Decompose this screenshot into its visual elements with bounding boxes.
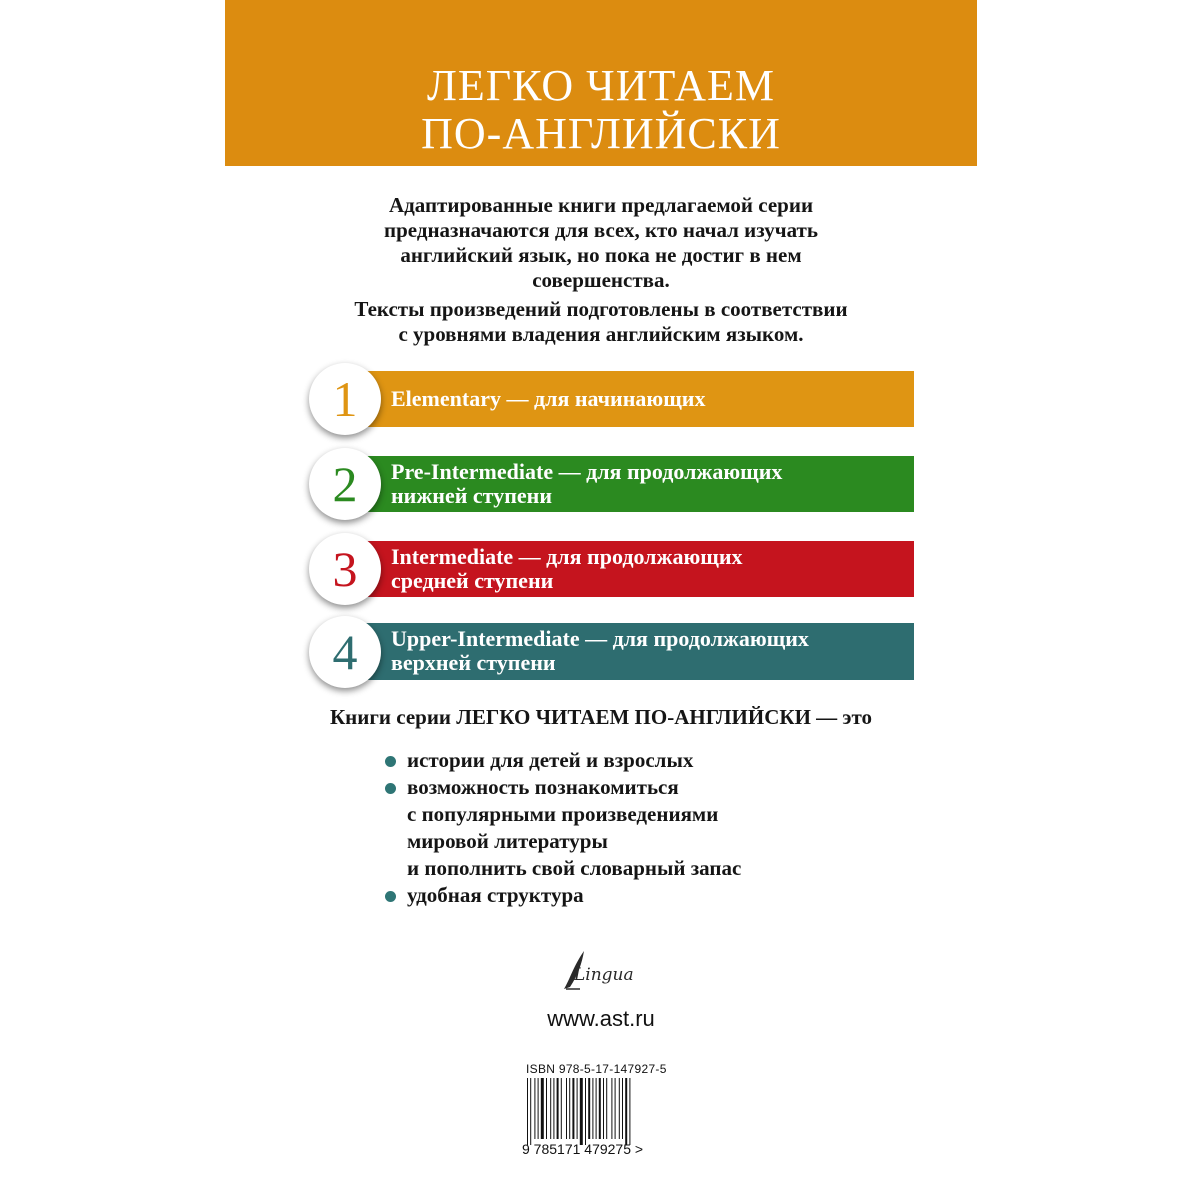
series-description: Книги серии ЛЕГКО ЧИТАЕМ ПО-АНГЛИЙСКИ — это [329,705,873,729]
level-4-badge [309,616,381,688]
intro-paragraph-2 [225,297,977,347]
level-1-text [391,387,705,411]
level-1-bar [355,371,914,427]
bullet-icon [385,756,396,767]
intro-line: английский язык, но пока не достиг в нем [400,243,802,267]
level-2-line-2: нижней ступени [391,483,552,508]
feature-line: возможность познакомиться [407,775,679,799]
level-3-badge [309,533,381,605]
level-4-text [391,627,809,675]
barcode-digits: 9 785171 479275 > [522,1141,644,1157]
level-2-line-1: Pre-Intermediate — для продолжающих [391,459,783,484]
level-2-text [391,460,782,508]
level-3-text [391,545,743,593]
lingua-logo [560,945,650,995]
feature-line: и пополнить свой словарный запас [407,856,742,880]
bullet-icon [385,891,396,902]
series-title [225,62,977,158]
level-4-line-1: Upper-Intermediate — для продолжающих [391,626,809,651]
intro-paragraph-1 [225,193,977,293]
intro-line: Адаптированные книги предлагаемой серии [388,193,814,217]
level-3-number: 3 [332,541,358,597]
level-3-line-2: средней ступени [391,568,554,593]
intro-line: совершенства. [532,268,670,292]
logo-text: Lingua [574,965,634,985]
feature-line: мировой литературы [407,829,608,853]
level-1-number: 1 [332,371,358,427]
feature-line: истории для детей и взрослых [407,748,694,772]
level-3-line-1: Intermediate — для продолжающих [391,544,743,569]
series-title-line-1: ЛЕГКО ЧИТАЕМ [426,61,775,110]
level-3-bar [355,541,914,597]
feature-item [385,882,905,909]
isbn: ISBN 978-5-17-147927-5 [526,1062,667,1076]
level-2-number: 2 [332,456,358,512]
level-4-line-2: верхней ступени [391,650,556,675]
series-title-line-2: ПО-АНГЛИЙСКИ [421,109,781,158]
intro-line: предназначаются для всех, кто начал изучать [384,218,818,242]
level-2-badge [309,448,381,520]
level-1-badge [309,363,381,435]
feature-line: с популярными произведениями [407,802,719,826]
website-url[interactable]: www.ast.ru [547,1006,655,1031]
feature-line: удобная структура [407,883,584,907]
level-4-number: 4 [332,624,358,680]
intro-line: с уровнями владения английским языком. [398,322,804,346]
level-1-line-1: Elementary — для начинающих [391,386,706,411]
feature-list [385,747,905,909]
book-back-cover [225,0,977,1200]
barcode [525,1078,691,1145]
feature-item [385,774,905,882]
level-2-bar [355,456,914,512]
level-4-bar [355,623,914,680]
bullet-icon [385,783,396,794]
header-band [225,0,977,166]
intro-line: Тексты произведений подготовлены в соответствии [354,297,848,321]
feature-item [385,747,905,774]
